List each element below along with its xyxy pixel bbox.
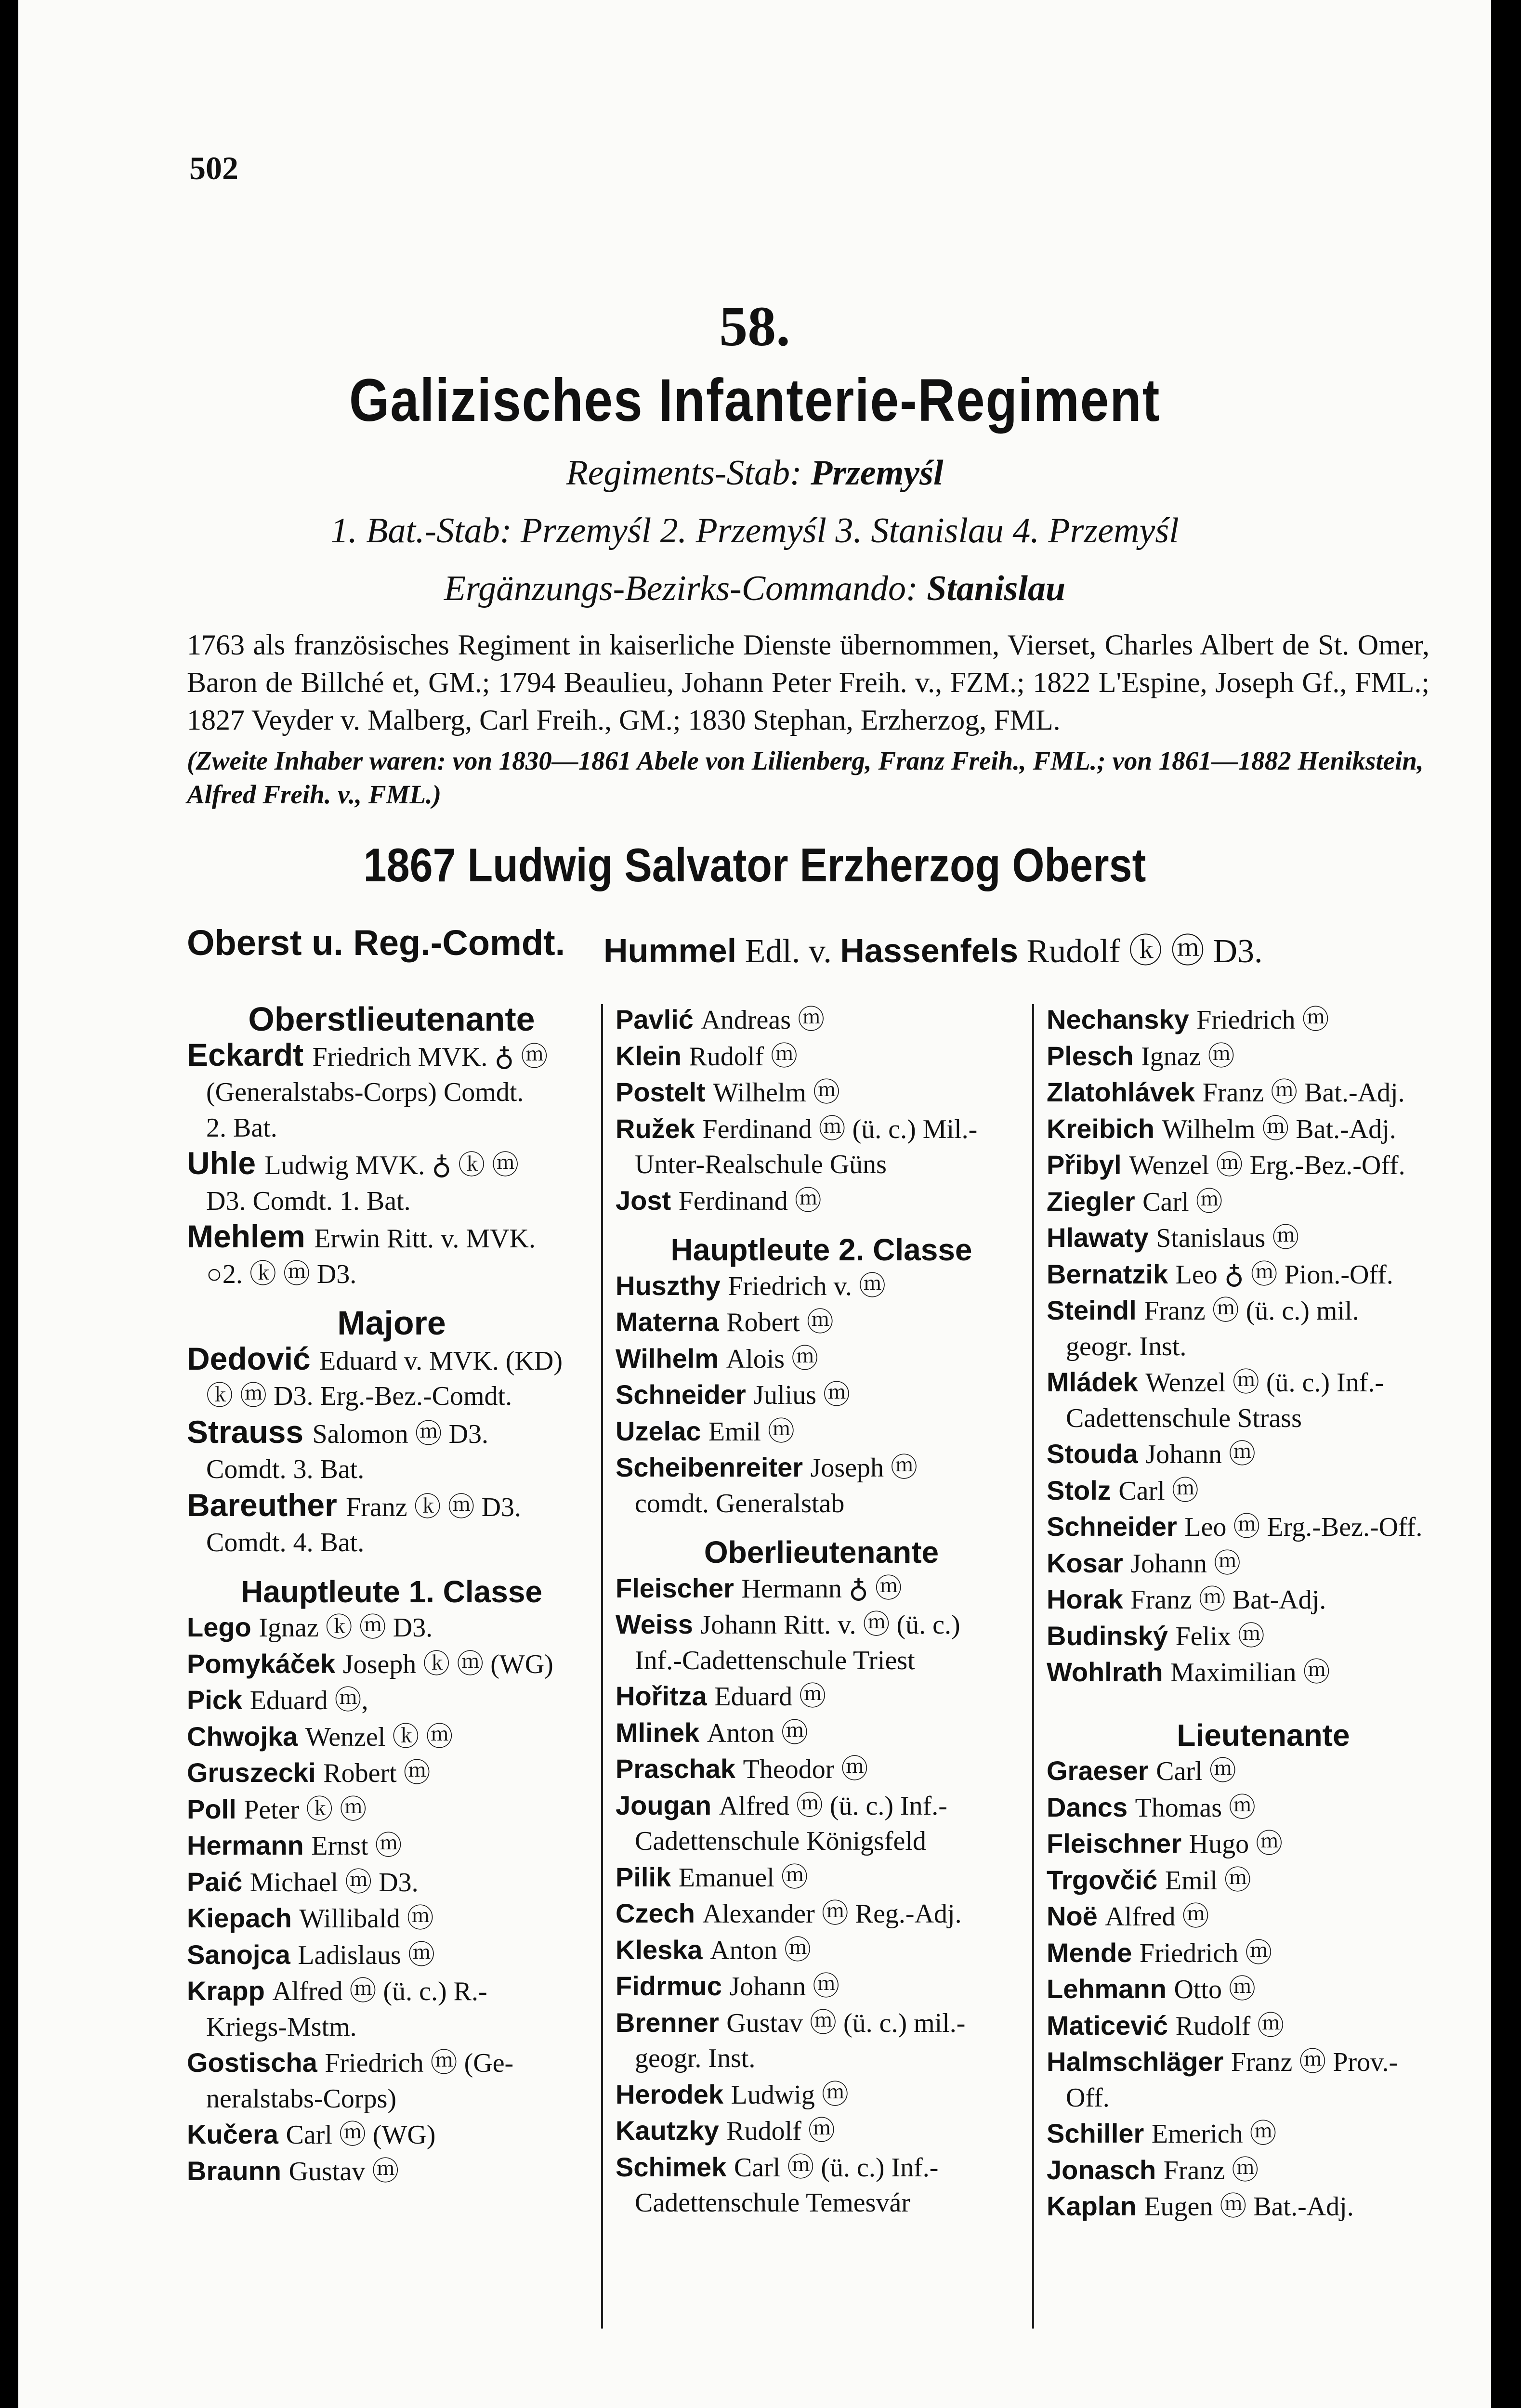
officer-details: Robert ⓜ	[726, 1308, 834, 1337]
entry-line	[1047, 1473, 1480, 1509]
officer-details: Johann ⓜ	[729, 1972, 840, 2002]
officer-surname: Scheibenreiter	[616, 1452, 811, 1482]
officer-details: Theodor ⓜ	[743, 1754, 868, 1784]
officer-details: Friedrich ⓜ (Ge-	[325, 2048, 514, 2078]
staff-location: Przemyśl	[811, 453, 944, 493]
officer-surname: Pomykáček	[187, 1648, 343, 1679]
spacer	[187, 1561, 596, 1574]
oberst-rest: Rudolf ⓚ ⓜ D3.	[1026, 933, 1263, 970]
officer-details: Cadettenschule Königsfeld	[635, 1826, 926, 1856]
officer-surname: Krapp	[187, 1976, 273, 2006]
officer-surname: Trgovčić	[1047, 1864, 1165, 1895]
regiment-history: 1763 als französisches Regiment in kaiserliche Dienste übernommen, Vierset, Charles Albert de St. Omer, Baron de Billché et, GM.; 1794 Beaulieu, Johann Peter Freih. v., FZM.; 1822 L'Espine, Joseph Gf., FML.; 1827 Veyder v. Malberg, Carl Freih., GM.; 1830 Stephan, Erzherzog, FML.	[187, 629, 1429, 736]
officer-details: Wilhelm ⓜ Bat.-Adj.	[1162, 1114, 1396, 1144]
entry-line	[187, 1037, 596, 1075]
officer-surname: Wohlrath	[1047, 1657, 1171, 1687]
officer-details: Kriegs-Mstm.	[206, 2012, 357, 2042]
officer-details: Michael ⓜ D3.	[249, 1867, 419, 1898]
entry-line	[616, 1268, 1027, 1305]
entry-line	[187, 1525, 596, 1561]
entry-line	[1047, 2188, 1480, 2225]
section-heading: Oberstlieutenante	[248, 1000, 535, 1038]
officer-surname: Paić	[187, 1866, 250, 1897]
officer-details: Rudolf ⓜ	[1175, 2011, 1285, 2041]
officer-surname: Chwojka	[187, 1721, 305, 1752]
officer-details: Carl ⓜ (ü. c.) Inf.-	[734, 2152, 939, 2183]
officer-surname: Eckardt	[187, 1036, 313, 1073]
officer-surname: Mlinek	[616, 1717, 707, 1748]
regiment-number: 58.	[719, 295, 790, 358]
officer-surname: Lego	[187, 1612, 259, 1642]
entry-line	[616, 1751, 1027, 1788]
entry-line	[1047, 1582, 1480, 1618]
entry-line	[1047, 2152, 1480, 2189]
officer-details: Stanislaus ⓜ	[1156, 1223, 1299, 1253]
officer-surname: Brenner	[616, 2007, 727, 2038]
officer-surname: Strauss	[187, 1413, 313, 1450]
spacer	[1047, 1704, 1480, 1718]
officer-surname: Bernatzik	[1047, 1258, 1176, 1289]
entry-line	[616, 1932, 1027, 1969]
officer-details: 2. Bat.	[206, 1112, 277, 1143]
section-heading: Lieutenante	[1177, 1717, 1350, 1753]
entry-line	[187, 1755, 596, 1792]
officer-details: Robert ⓜ	[323, 1758, 431, 1788]
officer-details: Friedrich ⓜ	[1139, 1938, 1272, 1968]
officer-surname: Huszthy	[616, 1270, 728, 1301]
officer-details: Ludwig ⓜ	[731, 2080, 849, 2110]
entry-line	[1047, 1654, 1480, 1691]
officer-details: Rudolf ⓜ	[726, 2116, 835, 2146]
officer-details: ⓚ ⓜ D3. Erg.-Bez.-Comdt.	[206, 1381, 512, 1411]
entry-line	[1047, 1184, 1480, 1220]
officer-surname: Ružek	[616, 1113, 703, 1144]
entry-line	[616, 1570, 1027, 1607]
officer-details: comdt. Generalstab	[635, 1488, 845, 1518]
entry-line	[1047, 1509, 1480, 1545]
officer-details: Hermann ♁ ⓜ	[741, 1573, 902, 1604]
oberst-surname: Hummel	[603, 932, 737, 969]
officer-surname: Kaplan	[1047, 2191, 1144, 2221]
entry-line	[187, 2117, 596, 2153]
officer-surname: Hořitza	[616, 1681, 715, 1711]
entry-line	[616, 1413, 1027, 1450]
officer-surname: Fleischner	[1047, 1828, 1189, 1858]
officer-details: Willibald ⓜ	[299, 1904, 434, 1934]
oberst-entry	[603, 924, 1263, 972]
entry-line	[187, 1610, 596, 1646]
officer-details: Carl ⓜ	[1156, 1756, 1236, 1786]
entry-line	[187, 1146, 596, 1184]
officer-details: neralstabs-Corps)	[206, 2083, 397, 2114]
officer-details: Ferdinand ⓜ	[678, 1186, 822, 1216]
officer-details: Alfred ⓜ (ü. c.) Inf.-	[719, 1791, 947, 1821]
officer-surname: Maticević	[1047, 2010, 1176, 2041]
entry-line	[187, 1414, 596, 1453]
officer-surname: Schimek	[616, 2151, 734, 2182]
officer-surname: Pilik	[616, 1861, 679, 1892]
erg-commando	[18, 568, 1491, 609]
oberst-label: Oberst u. Reg.-Comdt.	[187, 923, 565, 963]
entry-line	[1047, 1147, 1480, 1184]
entry-line	[187, 2081, 596, 2117]
entry-line	[1047, 1790, 1480, 1826]
officer-surname: Uhle	[187, 1145, 265, 1181]
entry-line	[187, 1937, 596, 1974]
officer-details: Leo ⓜ Erg.-Bez.-Off.	[1184, 1512, 1423, 1542]
officer-details: Carl ⓜ	[1118, 1476, 1199, 1506]
officer-surname: Kreibich	[1047, 1113, 1162, 1144]
officer-details: Ludwig MVK. ♁ ⓚ ⓜ	[264, 1151, 519, 1180]
officer-details: Friedrich v. ⓜ	[728, 1271, 886, 1301]
entry-line	[616, 2113, 1027, 2149]
entry-line	[616, 1824, 1027, 1859]
officer-details: Emil ⓜ	[1165, 1865, 1251, 1896]
officer-details: Johann ⓜ	[1130, 1548, 1241, 1579]
section-heading: Majore	[337, 1304, 446, 1342]
spacer	[1047, 1691, 1480, 1704]
officer-details: geogr. Inst.	[635, 2043, 756, 2073]
officer-surname: Praschak	[616, 1754, 743, 1784]
officer-details: Emil ⓜ	[708, 1416, 795, 1447]
erg-location: Stanislau	[927, 569, 1066, 608]
officer-surname: Schiller	[1047, 2118, 1152, 2148]
officer-details: Franz ⓜ (ü. c.) mil.	[1144, 1296, 1359, 1326]
column-3	[1047, 1002, 1480, 2225]
officer-surname: Jonasch	[1047, 2154, 1164, 2185]
entry-line	[187, 1828, 596, 1864]
officer-details: Hugo ⓜ	[1189, 1829, 1283, 1859]
officer-surname: Czech	[616, 1898, 703, 1928]
entry-line	[1047, 1329, 1480, 1365]
page-number: 502	[189, 150, 238, 186]
entry-line	[1047, 1293, 1480, 1329]
officer-details: Unter-Realschule Güns	[635, 1150, 887, 1179]
officer-details: Eduard ⓜ,	[249, 1686, 368, 1715]
staff-prefix: Regiments-Stab:	[566, 453, 802, 493]
entry-line	[616, 1715, 1027, 1752]
officer-surname: Herodek	[616, 2079, 731, 2109]
officer-details: Carl ⓜ	[1142, 1187, 1223, 1217]
entry-line	[187, 2045, 596, 2081]
entry-line	[187, 1973, 596, 2010]
officer-details: Wenzel ⓜ Erg.-Bez.-Off.	[1129, 1151, 1405, 1180]
entry-line	[1047, 1220, 1480, 1256]
entry-line	[616, 1341, 1027, 1377]
entry-line	[1047, 1436, 1480, 1473]
officer-details: Franz ⓜ Bat-Adj.	[1130, 1585, 1326, 1615]
officer-details: D3. Comdt. 1. Bat.	[206, 1186, 411, 1216]
officer-surname: Dancs	[1047, 1792, 1135, 1822]
entry-line	[187, 1682, 596, 1719]
officer-details: geogr. Inst.	[1066, 1331, 1187, 1361]
entry-line	[1047, 1002, 1480, 1038]
officer-surname: Budinský	[1047, 1620, 1176, 1651]
officer-details: Franz ⓜ Prov.-	[1231, 2047, 1398, 2077]
officer-details: Emerich ⓜ	[1151, 2119, 1277, 2149]
entry-line	[1047, 1038, 1480, 1075]
officer-details: Comdt. 4. Bat.	[206, 1528, 365, 1557]
officer-details: Andreas ⓜ	[701, 1005, 825, 1035]
officer-details: Ignaz ⓜ	[1141, 1041, 1235, 1072]
officer-details: Alfred ⓜ	[1105, 1902, 1209, 1932]
officer-surname: Schneider	[616, 1379, 754, 1410]
officer-details: Cadettenschule Temesvár	[635, 2188, 910, 2218]
entry-line	[187, 1341, 596, 1379]
officer-surname: Hermann	[187, 1830, 312, 1860]
officer-surname: Přibyl	[1047, 1150, 1129, 1180]
officer-surname: Schneider	[1047, 1511, 1185, 1542]
column-2	[616, 1002, 1027, 2221]
officer-details: Wenzel ⓚ ⓜ	[305, 1722, 453, 1752]
officer-surname: Lehmann	[1047, 1974, 1174, 2004]
officer-surname: Klein	[616, 1040, 689, 1071]
officer-details: Alexander ⓜ Reg.-Adj.	[702, 1899, 962, 1929]
officer-surname: Zlatohlávek	[1047, 1077, 1203, 1107]
officer-surname: Dedović	[187, 1340, 320, 1376]
officer-details: Ladislaus ⓜ	[298, 1940, 435, 1970]
officer-surname: Poll	[187, 1793, 244, 1824]
entry-line	[1047, 1364, 1480, 1401]
entry-line	[1047, 1618, 1480, 1655]
officer-details: Eduard ⓜ	[714, 1682, 826, 1712]
officer-surname: Steindl	[1047, 1295, 1144, 1325]
officer-details: Inf.-Cadettenschule Triest	[635, 1645, 915, 1675]
entry-line	[616, 1377, 1027, 1413]
entry-line	[1047, 1545, 1480, 1582]
officer-details: Joseph ⓜ	[810, 1453, 918, 1483]
officer-details: Carl ⓜ (WG)	[286, 2120, 436, 2150]
officer-details: Franz ⓜ Bat.-Adj.	[1202, 1078, 1405, 1108]
entry-line	[1047, 1898, 1480, 1935]
entry-line	[187, 1900, 596, 1937]
entry-line	[616, 1643, 1027, 1679]
officer-details: Peter ⓚ ⓜ	[244, 1794, 367, 1825]
entry-line	[616, 1896, 1027, 1932]
entry-line	[187, 1184, 596, 1219]
officer-details: Alfred ⓜ (ü. c.) R.-	[272, 1976, 487, 2006]
officer-surname: Nechansky	[1047, 1004, 1197, 1034]
spacer	[187, 1292, 596, 1306]
officer-surname: Materna	[616, 1307, 727, 1337]
officer-details: Johann Ritt. v. ⓜ (ü. c.)	[700, 1610, 960, 1640]
officer-details: Comdt. 3. Bat.	[206, 1454, 365, 1484]
officer-details: Off.	[1066, 2082, 1110, 2113]
spacer	[616, 1521, 1027, 1535]
officer-details: Ernst ⓜ	[311, 1831, 402, 1861]
officer-details: Rudolf ⓜ	[689, 1041, 798, 1072]
entry-line	[616, 2041, 1027, 2077]
entry-line	[1047, 1401, 1480, 1437]
entry-line	[187, 1488, 596, 1526]
entry-line	[616, 1450, 1027, 1486]
regiment-title: Galizisches Infanterie-Regiment	[349, 367, 1161, 434]
officer-details: Cadettenschule Strass	[1066, 1403, 1302, 1433]
officer-details: Ferdinand ⓜ (ü. c.) Mil.-	[702, 1114, 978, 1144]
officer-details: Julius ⓜ	[753, 1380, 851, 1410]
officer-surname: Kučera	[187, 2119, 286, 2149]
entry-line	[616, 1788, 1027, 1824]
column-divider-2	[1032, 1004, 1034, 2329]
officer-details: Otto ⓜ	[1174, 1975, 1256, 2004]
entry-line	[616, 1968, 1027, 2005]
section-heading: Oberlieutenante	[704, 1535, 939, 1570]
officer-surname: Postelt	[616, 1077, 713, 1107]
entry-line	[187, 1864, 596, 1901]
entry-line	[187, 1792, 596, 1828]
officer-surname: Braunn	[187, 2155, 289, 2186]
entry-line	[187, 1219, 596, 1257]
officer-surname: Mládek	[1047, 1367, 1146, 1397]
entry-line	[187, 1111, 596, 1146]
entry-line	[616, 1486, 1027, 1522]
section-heading: Hauptleute 1. Classe	[241, 1574, 542, 1609]
entry-line	[187, 1075, 596, 1111]
officer-details: Franz ⓚ ⓜ D3.	[346, 1492, 522, 1522]
entry-line	[616, 1678, 1027, 1715]
entry-line	[1047, 1074, 1480, 1111]
officer-details: Gustav ⓜ (ü. c.) mil.-	[726, 2008, 966, 2038]
officer-surname: Fidrmuc	[616, 1971, 730, 2001]
entry-line	[187, 1452, 596, 1488]
entry-line	[616, 1183, 1027, 1219]
officer-surname: Weiss	[616, 1609, 701, 1639]
entry-line	[1047, 2008, 1480, 2044]
entry-line	[1047, 1753, 1480, 1790]
entry-line	[616, 2077, 1027, 2113]
regiment-staff	[18, 453, 1491, 494]
entry-line	[616, 1607, 1027, 1643]
officer-surname: Gostischa	[187, 2047, 325, 2078]
second-owners: (Zweite Inhaber waren: von 1830—1861 Abele von Lilienberg, Franz Freih., FML.; von 1861—1882 Henikstein, Alfred Freih. v., FML.)	[187, 746, 1424, 809]
entry-line	[187, 1719, 596, 1755]
entry-line	[616, 1074, 1027, 1111]
officer-details: (Generalstabs-Corps) Comdt.	[206, 1077, 524, 1107]
officer-details: Salomon ⓜ D3.	[312, 1419, 489, 1449]
officer-surname: Jougan	[616, 1790, 719, 1820]
officer-details: Leo ♁ ⓜ Pion.-Off.	[1175, 1259, 1393, 1290]
officer-details: Ignaz ⓚ ⓜ D3.	[259, 1613, 433, 1643]
officer-details: Friedrich MVK. ♁ ⓜ	[312, 1042, 548, 1072]
entry-line	[616, 2149, 1027, 2186]
entry-line	[1047, 2044, 1480, 2081]
column-divider-1	[601, 1004, 603, 2329]
section-heading: Hauptleute 2. Classe	[670, 1232, 972, 1267]
entry-line	[1047, 2081, 1480, 2116]
officer-details: Eduard v. MVK. (KD)	[319, 1346, 563, 1376]
entry-line	[616, 1002, 1027, 1038]
officer-surname: Horak	[1047, 1584, 1131, 1614]
officer-surname: Gruszecki	[187, 1757, 324, 1788]
entry-line	[1047, 1256, 1480, 1293]
officer-surname: Pick	[187, 1685, 250, 1715]
entry-line	[616, 1304, 1027, 1341]
entry-line	[187, 2010, 596, 2045]
officer-details: Thomas ⓜ	[1135, 1793, 1256, 1823]
officer-surname: Jost	[616, 1185, 679, 1216]
officer-surname: Mehlem	[187, 1218, 315, 1254]
officer-surname: Mende	[1047, 1937, 1140, 1968]
entry-line	[187, 1379, 596, 1414]
entry-line	[1047, 1971, 1480, 2008]
officer-details: Johann ⓜ	[1145, 1440, 1256, 1469]
entry-line	[187, 1646, 596, 1683]
officer-surname: Graeser	[1047, 1755, 1156, 1786]
entry-line	[1047, 1826, 1480, 1862]
battalion-staffs: 1. Bat.-Stab: Przemyśl 2. Przemyśl 3. Stanislau 4. Przemyśl	[330, 511, 1179, 550]
regiment-chief: 1867 Ludwig Salvator Erzherzog Oberst	[363, 838, 1146, 891]
entry-line	[616, 1038, 1027, 1075]
officer-details: Emanuel ⓜ	[678, 1862, 808, 1893]
entry-line	[616, 1147, 1027, 1183]
spacer	[616, 1219, 1027, 1232]
officer-details: Maximilian ⓜ	[1170, 1658, 1330, 1688]
officer-surname: Noë	[1047, 1901, 1105, 1931]
officer-details: Erwin Ritt. v. MVK.	[314, 1224, 536, 1254]
officer-surname: Kautzky	[616, 2115, 727, 2146]
entry-line	[1047, 1111, 1480, 1148]
officer-details: Franz ⓜ	[1163, 2155, 1259, 2186]
entry-line	[1047, 2116, 1480, 2152]
officer-surname: Halmschläger	[1047, 2046, 1231, 2077]
officer-details: Eugen ⓜ Bat.-Adj.	[1144, 2192, 1354, 2222]
oberst-surname-2: Hassenfels	[840, 932, 1018, 969]
entry-line	[616, 2186, 1027, 2221]
entry-line	[187, 2153, 596, 2190]
entry-line	[616, 1111, 1027, 1148]
document-page	[18, 0, 1491, 2408]
officer-surname: Plesch	[1047, 1040, 1141, 1071]
officer-details: ○2. ⓚ ⓜ D3.	[206, 1259, 357, 1289]
entry-line	[616, 1859, 1027, 1896]
officer-details: Anton ⓜ	[707, 1718, 808, 1748]
officer-surname: Stouda	[1047, 1439, 1146, 1469]
officer-details: Anton ⓜ	[710, 1935, 812, 1965]
entry-line	[616, 2005, 1027, 2042]
officer-details: Friedrich ⓜ	[1196, 1005, 1329, 1035]
column-1	[187, 1002, 596, 2189]
officer-surname: Fleischer	[616, 1572, 742, 1603]
officer-surname: Sanojca	[187, 1939, 298, 1970]
officer-surname: Uzelac	[616, 1415, 708, 1446]
officer-surname: Pavlić	[616, 1004, 701, 1034]
officer-surname: Wilhelm	[616, 1343, 726, 1374]
oberst-title: Edl. v.	[745, 933, 832, 970]
officer-details: Wilhelm ⓜ	[713, 1078, 840, 1108]
erg-prefix: Ergänzungs-Bezirks-Commando:	[444, 569, 918, 608]
officer-details: Gustav ⓜ	[288, 2156, 399, 2186]
entry-line	[1047, 1862, 1480, 1899]
officer-surname: Hlawaty	[1047, 1222, 1156, 1253]
officer-surname: Bareuther	[187, 1487, 346, 1523]
officer-details: Alois ⓜ	[726, 1344, 819, 1374]
officer-surname: Kosar	[1047, 1547, 1131, 1578]
officer-surname: Kiepach	[187, 1903, 300, 1933]
officer-surname: Stolz	[1047, 1475, 1119, 1505]
officer-details: Wenzel ⓜ (ü. c.) Inf.-	[1145, 1368, 1384, 1398]
officer-details: Felix ⓜ	[1175, 1621, 1265, 1651]
officer-surname: Ziegler	[1047, 1186, 1143, 1217]
officer-surname: Kleska	[616, 1934, 710, 1965]
entry-line	[187, 1257, 596, 1293]
entry-line	[1047, 1935, 1480, 1972]
officer-details: Joseph ⓚ ⓜ (WG)	[342, 1649, 553, 1679]
